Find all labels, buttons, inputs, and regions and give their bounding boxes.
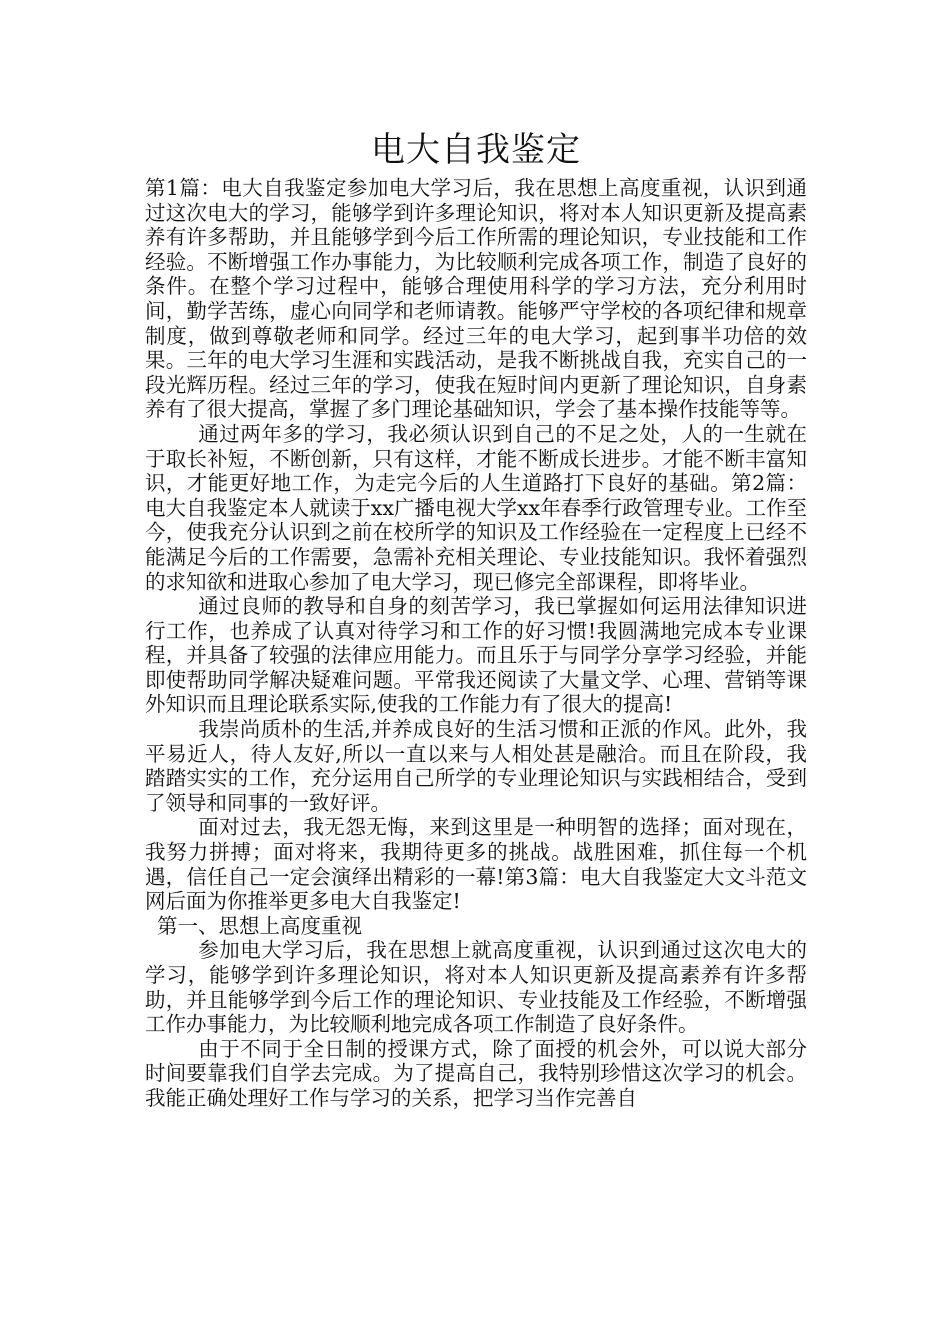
section-paragraph-1: 参加电大学习后，我在思想上就高度重视，认识到通过这次电大的学习，能够学到许多理论知识，将对本人知识更新及提高素养有许多帮助，并且能够学到今后工作的理论知识、专业技能及工作经验，不断增强工作办事能力，为比较顺利地完成各项工作制造了良好条件。 [145, 938, 807, 1037]
paragraph-4: 我崇尚质朴的生活,并养成良好的生活习惯和正派的作风。此外，我平易近人，待人友好,所以一直以来与人相处甚是融洽。而且在阶段，我踏踏实实的工作，充分运用自己所学的专业理论知识与实践相结合，受到了领导和同事的一致好评。 [145, 717, 807, 815]
section-paragraph-2: 由于不同于全日制的授课方式，除了面授的机会外，可以说大部分时间要靠我们自学去完成。为了提高自己，我特别珍惜这次学习的机会。我能正确处理好工作与学习的关系，把学习当作完善自 [145, 1036, 807, 1110]
section-heading: 第一、思想上高度重视 [157, 913, 362, 938]
document-page [145, 130, 807, 1111]
paragraph-3: 通过良师的教导和自身的刻苦学习，我已掌握如何运用法律知识进行工作，也养成了认真对待学习和工作的好习惯!我圆满地完成本专业课程，并具备了较强的法律应用能力。而且乐于与同学分享学习经验，并能即使帮助同学解决疑难问题。平常我还阅读了大量文学、心理、营销等课外知识而且理论联系实际,使我的工作能力有了很大的提高! [145, 594, 807, 717]
paragraph-1: 第1篇：电大自我鉴定参加电大学习后，我在思想上高度重视，认识到通过这次电大的学习，能够学到许多理论知识，将对本人知识更新及提高素养有许多帮助，并且能够学到今后工作所需的理论知识，专业技能和工作经验。不断增强工作办事能力，为比较顺利完成各项工作，制造了良好的条件。在整个学习过程中，能够合理使用科学的学习方法，充分利用时间，勤学苦练，虚心向同学和老师请教。能够严守学校的各项纪律和规章制度，做到尊敬老师和同学。经过三年的电大学习，起到事半功倍的效果。三年的电大学习生涯和实践活动，是我不断挑战自我，充实自己的一段光辉历程。经过三年的学习，使我在短时间内更新了理论知识，自身素养有了很大提高，掌握了多门理论基础知识，学会了基本操作技能等等。 [145, 176, 807, 422]
paragraph-2: 通过两年多的学习，我必须认识到自己的不足之处，人的一生就在于取长补短，不断创新，只有这样，才能不断成长进步。才能不断丰富知识，才能更好地工作，为走完今后的人生道路打下良好的基础。第2篇：电大自我鉴定本人就读于xx广播电视大学xx年春季行政管理专业。工作至今，使我充分认识到之前在校所学的知识及工作经验在一定程度上已经不能满足今后的工作需要，急需补充相关理论、专业技能知识。我怀着强烈的求知欲和进取心参加了电大学习，现已修完全部课程，即将毕业。 [145, 421, 807, 594]
document-title: 电大自我鉴定 [371, 130, 581, 170]
paragraph-5: 面对过去，我无怨无悔，来到这里是一种明智的选择；面对现在，我努力拼搏；面对将来，我期待更多的挑战。战胜困难，抓住每一个机遇，信任自己一定会演绎出精彩的一幕!第3篇：电大自我鉴定大文斗范文网后面为你推举更多电大自我鉴定! [145, 815, 807, 914]
